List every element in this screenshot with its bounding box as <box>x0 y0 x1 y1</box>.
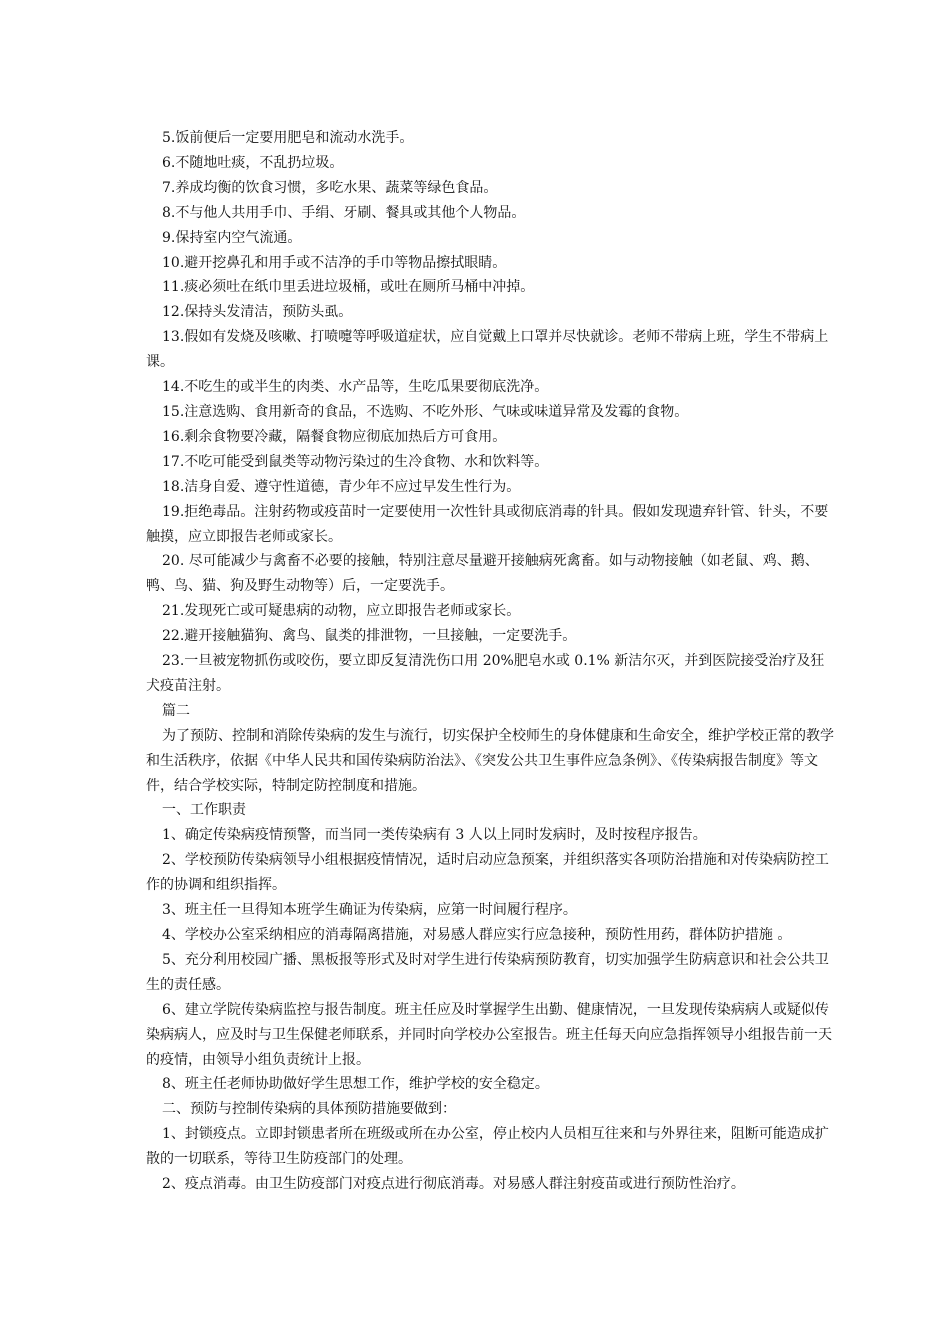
section-heading: 篇二 <box>162 702 190 719</box>
paragraph: 16.剩余食物要冷藏，隔餐食物应彻底加热后方可食用。 <box>162 428 507 445</box>
paragraph: 7.养成均衡的饮食习惯，多吃水果、蔬菜等绿色食品。 <box>162 179 498 196</box>
document-body <box>146 126 836 1197</box>
paragraph: 18.洁身自爱、遵守性道德，青少年不应过早发生性行为。 <box>162 478 521 495</box>
paragraph: 5、充分利用校园广播、黑板报等形式及时对学生进行传染病预防教育，切实加强学生防病意识和社会公共卫生的责任感。 <box>146 951 829 993</box>
section-heading: 一、工作职责 <box>162 802 246 819</box>
paragraph: 14.不吃生的或半生的肉类、水产品等，生吃瓜果要彻底洗净。 <box>162 379 549 396</box>
paragraph: 21.发现死亡或可疑患病的动物，应立即报告老师或家长。 <box>162 603 521 620</box>
paragraph: 19.拒绝毒品。注射药物或疫苗时一定要使用一次性针具或彻底消毒的针具。假如发现遗弃针管、针头，不要触摸，应立即报告老师或家长。 <box>146 503 829 545</box>
paragraph: 1、确定传染病疫情预警，而当同一类传染病有 3 人以上同时发病时，及时按程序报告。 <box>162 827 707 844</box>
paragraph: 20. 尽可能减少与禽畜不必要的接触，特别注意尽量避开接触病死禽畜。如与动物接触（如老鼠、鸡、鹅、鸭、鸟、猫、狗及野生动物等）后，一定要洗手。 <box>146 553 819 595</box>
paragraph: 8、班主任老师协助做好学生思想工作，维护学校的安全稳定。 <box>162 1076 549 1093</box>
paragraph: 4、学校办公室采纳相应的消毒隔离措施，对易感人群应实行应急接种，预防性用药，群体防护措施 。 <box>162 927 792 943</box>
paragraph: 11.痰必须吐在纸巾里丢进垃圾桶，或吐在厕所马桶中冲掉。 <box>162 279 535 296</box>
paragraph: 3、班主任一旦得知本班学生确证为传染病，应第一时间履行程序。 <box>162 902 577 919</box>
paragraph: 17.不吃可能受到鼠类等动物污染过的生冷食物、水和饮料等。 <box>162 453 549 470</box>
paragraph: 6、建立学院传染病监控与报告制度。班主任应及时掌握学生出勤、健康情况，一旦发现传染病病人或疑似传染病病人，应及时与卫生保健老师联系，并同时向学校办公室报告。班主任每天向应急指挥领导小组报告前一天的疫情，由领导小组负责统计上报。 <box>146 1001 832 1068</box>
paragraph: 6.不随地吐痰，不乱扔垃圾。 <box>162 154 344 171</box>
paragraph: 13.假如有发烧及咳嗽、打喷嚏等呼吸道症状，应自觉戴上口罩并尽快就诊。老师不带病上班，学生不带病上课。 <box>146 329 829 371</box>
paragraph: 5.饭前便后一定要用肥皂和流动水洗手。 <box>162 130 414 146</box>
paragraph: 1、封锁疫点。立即封锁患者所在班级或所在办公室，停止校内人员相互往来和与外界往来，阻断可能造成扩散的一切联系，等待卫生防疫部门的处理。 <box>146 1126 829 1168</box>
paragraph: 9.保持室内空气流通。 <box>162 229 302 246</box>
paragraph: 10.避开挖鼻孔和用手或不洁净的手巾等物品擦拭眼睛。 <box>162 254 507 271</box>
paragraph: 12.保持头发清洁，预防头虱。 <box>162 304 353 321</box>
paragraph: 23.一旦被宠物抓伤或咬伤，要立即反复清洗伤口用 20%肥皂水或 0.1% 新洁尔灭，并到医院接受治疗及狂犬疫苗注射。 <box>146 653 825 694</box>
paragraph: 2、疫点消毒。由卫生防疫部门对疫点进行彻底消毒。对易感人群注射疫苗或进行预防性治疗。 <box>162 1176 745 1193</box>
paragraph: 2、学校预防传染病领导小组根据疫情情况，适时启动应急预案，并组织落实各项防治措施和对传染病防控工作的协调和组织指挥。 <box>146 852 829 894</box>
paragraph: 为了预防、控制和消除传染病的发生与流行，切实保护全校师生的身体健康和生命安全，维护学校正常的教学和生活秩序，依据《中华人民共和国传染病防治法》、《突发公共卫生事件应急条例》、《传染病报告制度》等文件，结合学校实际，特制定防控制度和措施。 <box>146 727 834 794</box>
paragraph: 22.避开接触猫狗、禽鸟、鼠类的排泄物，一旦接触，一定要洗手。 <box>162 628 577 645</box>
paragraph: 8.不与他人共用手巾、手绢、牙刷、餐具或其他个人物品。 <box>162 204 526 221</box>
section-heading: 二、预防与控制传染病的具体预防措施要做到： <box>162 1101 456 1118</box>
paragraph: 15.注意选购、食用新奇的食品，不选购、不吃外形、气味或味道异常及发霉的食物。 <box>162 403 689 420</box>
